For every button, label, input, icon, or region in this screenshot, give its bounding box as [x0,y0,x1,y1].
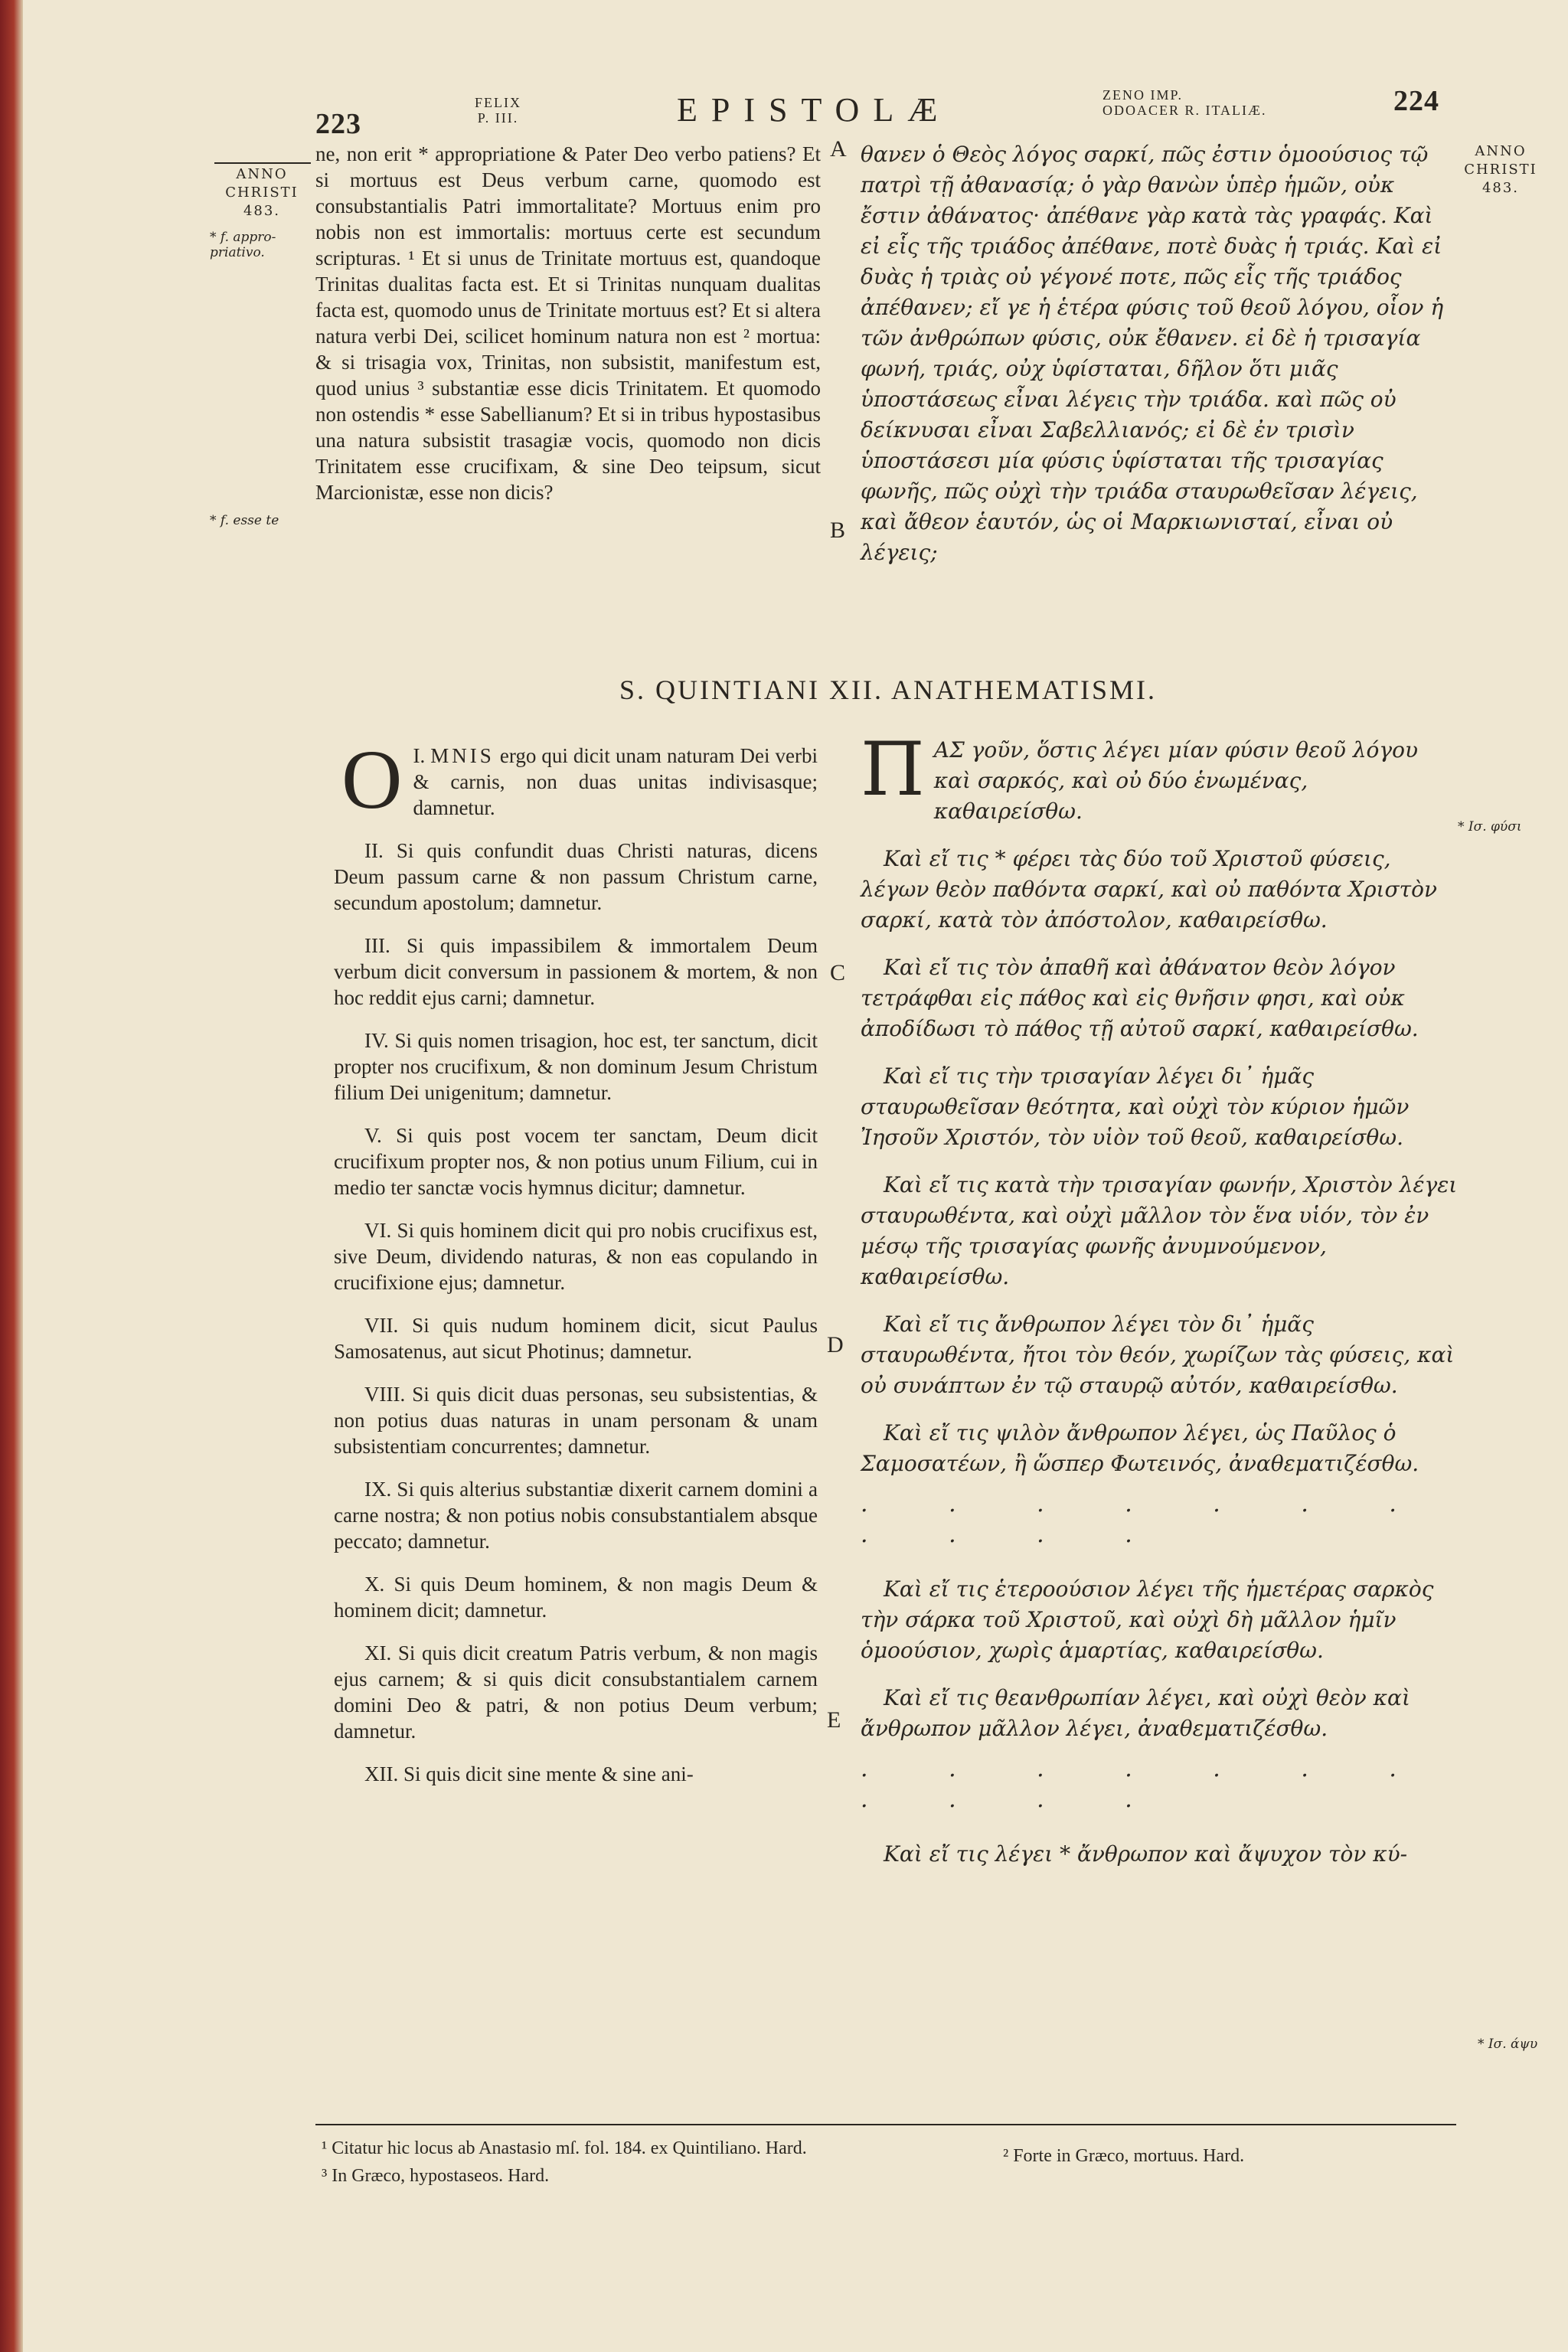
margin-note-physi: * Ισ. φύσι [1458,819,1522,835]
item-number: II. [364,839,384,862]
latin-item-6 [334,1217,818,1295]
top-greek-text: θανεν ὁ Θεὸς λόγος σαρκί, πῶς ἐστιν ὁμοούσιος τῷ πατρὶ τῇ ἀθανασίᾳ; ὁ γὰρ θανὼν ὑπὲρ ἡμῶν, οὐκ ἔστιν ἀθάνατος· ἀπέθανε γὰρ κατὰ τὰς γραφάς. Καὶ εἰ εἷς τῆς τριάδος ἀπέθανε, ποτὲ δυὰς ἡ τριάς. Καὶ εἰ δυὰς ἡ τριὰς οὐ γέγονέ ποτε, πῶς εἷς τῆς τριάδος ἀπέθανεν; εἴ γε ἡ ἑτέρα φύσις τοῦ θεοῦ λόγου, οἷον ἡ τῶν ἀνθρώπων φύσις, οὐκ ἔθανεν. εἰ δὲ ἡ τρισαγία φωνή, τριάς, οὐχ ὑφίσταται, δῆλον ὅτι μιᾶς ὑποστάσεως εἶναι λέγεις τὴν τριάδα. καὶ πῶς οὐ δείκνυσαι εἶναι Σαβελλιανός; εἰ δὲ ἐν τρισὶν ὑποστάσεσι μία φύσις ὑφίσταται τῆς τρισαγίας φωνῆς, πῶς οὐχὶ τὴν τριάδα σταυρωθεῖσαν λέγεις, καὶ ἄθεον ἑαυτόν, ὡς οἱ Μαρκιωνισταί, εἶναι οὐ λέγεις; [861,142,1444,565]
greek-item-2 [861,844,1458,936]
item-text: Καὶ εἴ τις ἑτεροούσιον λέγει τῆς ἡμετέρας σαρκὸς τὴν σάρκα τοῦ Χριστοῦ, καὶ οὐχὶ δὴ μᾶλλον ἡμῖν ὁμοούσιον, χωρὶς ἁμαρτίας, καθαιρείσθω. [861,1576,1434,1663]
greek-item-1 [861,727,1458,827]
item-number: IX. [364,1478,392,1501]
item-text: Καὶ εἴ τις τὴν τρισαγίαν λέγει δι᾽ ἡμᾶς σταυρωθεῖσαν θεότητα, καὶ οὐχὶ τὸν κύριον ἡμῶν Ἰησοῦν Χριστόν, τὸν υἱὸν τοῦ θεοῦ, καθαιρείσθω. [861,1063,1410,1150]
christi-label: CHRISTI [225,185,299,201]
king-name: ODOACER R. ITALIÆ. [1102,103,1267,118]
greek-anathematisms [861,727,1458,1886]
latin-item-5 [334,1122,818,1200]
item-text: Καὶ εἴ τις θεανθρωπίαν λέγει, καὶ οὐχὶ θεὸν καὶ ἄνθρωπον μᾶλλον λέγει, ἀναθεματιζέσθω. [861,1685,1410,1741]
margin-note-approp: * f. appro- priativo. [210,230,276,260]
item-text: Si quis hominem dicit qui pro nobis crucifixus est, sive Deum, dividendo naturas, & non eas copulando in crucifixione ejus; damnetur. [334,1219,818,1294]
item-text: Καὶ εἴ τις * φέρει τὰς δύο τοῦ Χριστοῦ φύσεις, λέγων θεὸν παθόντα σαρκί, καὶ οὐ παθόντα Χριστὸν σαρκί, κατὰ τὸν ἀπόστολον, καθαιρείσθω. [861,846,1438,933]
latin-anathematisms [334,733,818,1804]
section-letter-b: B [830,518,846,543]
greek-item-10 [861,1683,1458,1744]
section-letter-c: C [830,960,846,985]
omission-dots: · · · · · · · · · · · [861,1498,1433,1555]
item-number: IV. [364,1029,389,1052]
item-number: VII. [364,1314,399,1337]
item-number: V. [364,1124,382,1147]
item-text: Si quis nomen trisagion, hoc est, ter sanctum, dicit propter nos crucifixum, & non dominum Jesum Christum filium Dei unigenitum; damnetur. [334,1029,818,1104]
item-text: ΑΣ γοῦν, ὅστις λέγει μίαν φύσιν θεοῦ λόγου καὶ σαρκός, καὶ οὐ δύο ἑνωμένας, καθαιρείσθω. [933,737,1419,824]
latin-item-3 [334,933,818,1011]
anno-label: ANNO [1475,143,1527,159]
item-number: XII. [364,1762,399,1785]
pope-sub: P. III. [477,110,519,126]
item-text: Si quis confundit duas Christi naturas, dicens Deum passum carne & non passum Christum carne, secundum apostolum; damnetur. [334,839,818,914]
page-number-left: 223 [315,108,361,140]
latin-item-4 [334,1027,818,1106]
margin-rule [214,162,311,164]
latin-item-1 [334,733,818,826]
latin-item-2 [334,838,818,916]
margin-note-esse: * f. esse te [210,513,279,528]
year-label: 483. [243,203,281,219]
greek-item-7 [861,1418,1458,1479]
item-number: X. [364,1573,385,1596]
header-pope [475,95,521,126]
omission-dots: · · · · · · · · · · · [861,1762,1433,1820]
drop-cap: Π [861,727,925,812]
item-text: Καὶ εἴ τις ἄνθρωπον λέγει τὸν δι᾽ ἡμᾶς σταυρωθέντα, ἤτοι τὸν θεόν, χωρίζων τὰς φύσεις, καὶ οὐ συνάπτων ἐν τῷ σταυρῷ αὐτόν, καθαιρείσθω. [861,1312,1455,1398]
item-text: Si quis impassibilem & immortalem Deum verbum dicit conversum in passionem & mortem, & non hoc reddit ejus carni; damnetur. [334,934,818,1009]
anno-label: ANNO [236,166,288,182]
footnote-2: ² Forte in Græco, mortuus. Hard. [1003,2146,1245,2166]
item-number: I. [413,744,426,767]
item-number: III. [364,934,390,957]
item-text: Si quis dicit duas personas, seu subsistentias, & non potius duas naturas in unam personam & unam subsistentiam concurrentes; damnetur. [334,1383,818,1458]
year-label: 483. [1481,180,1520,196]
greek-item-4 [861,1061,1458,1153]
christi-label: CHRISTI [1464,162,1537,178]
item-text: Si quis nudum hominem dicit, sicut Paulus Samosatenus, aut sicut Photinus; damnetur. [334,1314,818,1363]
emperor-name: ZENO IMP. [1102,87,1184,103]
section-letter-d: D [827,1332,844,1357]
footnote-1: ¹ Citatur hic locus ab Anastasio mſ. fol. 184. ex Quintiliano. Hard. [322,2138,807,2158]
greek-item-6 [861,1309,1458,1401]
item-text: Si quis Deum hominem, & non magis Deum & hominem dicit; damnetur. [334,1573,818,1622]
margin-note-apsy: * Ισ. άψυ [1478,2037,1538,2052]
margin-anno-left [208,165,315,220]
footnote-rule [315,2124,1456,2125]
item-text: Si quis alterius substantiæ dixerit carnem domini a carne nostra; & non potius nobis consubstantialem absque peccato; damnetur. [334,1478,818,1553]
page-number-right: 224 [1393,85,1439,117]
greek-item-9 [861,1574,1458,1666]
footnote-3: ³ In Græco, hypostaseos. Hard. [322,2166,550,2186]
latin-item-9 [334,1476,818,1554]
section-letter-a: A [830,136,847,162]
latin-item-8 [334,1381,818,1459]
item-text: Si quis dicit creatum Patris verbum, & non magis ejus carnem; & si quis dicit consubstantialem carnem domini Deo & patri, & non potius Deum verbum; damnetur. [334,1642,818,1743]
latin-item-10 [334,1571,818,1623]
item-text: ergo qui dicit unam naturam Dei verbi & carnis, non duas unitas indivisasque; damnetur. [413,744,818,819]
greek-item-12 [861,1839,1458,1870]
margin-anno-right [1455,142,1547,198]
item-text: Καὶ εἴ τις κατὰ τὴν τρισαγίαν φωνήν, Χριστὸν λέγει σταυρωθέντα, καὶ οὐχὶ μᾶλλον τὸν ἕνα υἱόν, τὸν ἐν μέσῳ τῆς τρισαγίας φωνῆς ἀνυμνούμενον, καθαιρείσθω. [861,1172,1458,1289]
item-number: XI. [364,1642,392,1664]
latin-item-12 [334,1761,818,1787]
item-text: Si quis post vocem ter sanctam, Deum dicit crucifixum propter nos, & non potius unum Filium, cui in medio ter sanctæ vocis hymnus dicitur; damnetur. [334,1124,818,1199]
section-letter-e: E [827,1707,841,1733]
greek-item-3 [861,952,1458,1044]
item-number: VIII. [364,1383,406,1406]
item-number: VI. [364,1219,392,1242]
item-text: Καὶ εἴ τις ψιλὸν ἄνθρωπον λέγει, ὡς Παῦλος ὁ Σαμοσατέων, ἢ ὥσπερ Φωτεινός, ἀναθεματιζέσθω. [861,1420,1419,1476]
greek-item-5 [861,1170,1458,1292]
item-lead: MNIS [430,744,495,767]
top-latin-text: ne, non erit * appropriatione & Pater Deo verbo patiens? Et si mortuus est Deus verbum carne, quomodo est consubstantialis Patri immortalitate? Mortuus enim pro nobis non est immortalis: mortuus certe est secundum scripturas. ¹ Et si unus de Trinitate mortuus est, quandoque Trinitas dualitas facta est. Et si Trinitas nunquam dualitas facta est, quomodo unus de Trinitate mortuus est? Et si altera natura verbi Dei, scilicet hominum natura non est ² mortua: & si trisagia vox, Trinitas, non subsistit, manifestum est, quod unius ³ substantiæ esse dicis Trinitatem. Et quomodo non ostendis * esse Sabellianum? Et si in tribus hypostasibus una natura subsistit trasagiæ vocis, quomodo non dicis Trinitatem esse crucifixam, & sine Deo teipsum, sicut Marcionistæ, esse non dicis? [315,142,821,504]
latin-item-7 [334,1312,818,1364]
pope-name: FELIX [475,95,521,110]
drop-cap: O [341,733,403,826]
item-text: Καὶ εἴ τις τὸν ἀπαθῆ καὶ ἀθάνατον θεὸν λόγον τετράφθαι εἰς πάθος καὶ εἰς θνῆσιν φησι, καὶ οὐκ ἀποδίδωσι τὸ πάθος τῇ αὐτοῦ σαρκί, καθαιρείσθω. [861,955,1419,1041]
section-title: S. QUINTIANI XII. ANATHEMATISMI. [619,675,1157,705]
item-text: Καὶ εἴ τις λέγει * ἄνθρωπον καὶ ἄψυχον τὸν κύ- [884,1841,1408,1867]
item-text: Si quis dicit sine mente & sine ani- [403,1762,694,1785]
header-rulers [1102,87,1267,118]
running-title: EPISTOLÆ [677,91,952,129]
latin-item-11 [334,1640,818,1744]
